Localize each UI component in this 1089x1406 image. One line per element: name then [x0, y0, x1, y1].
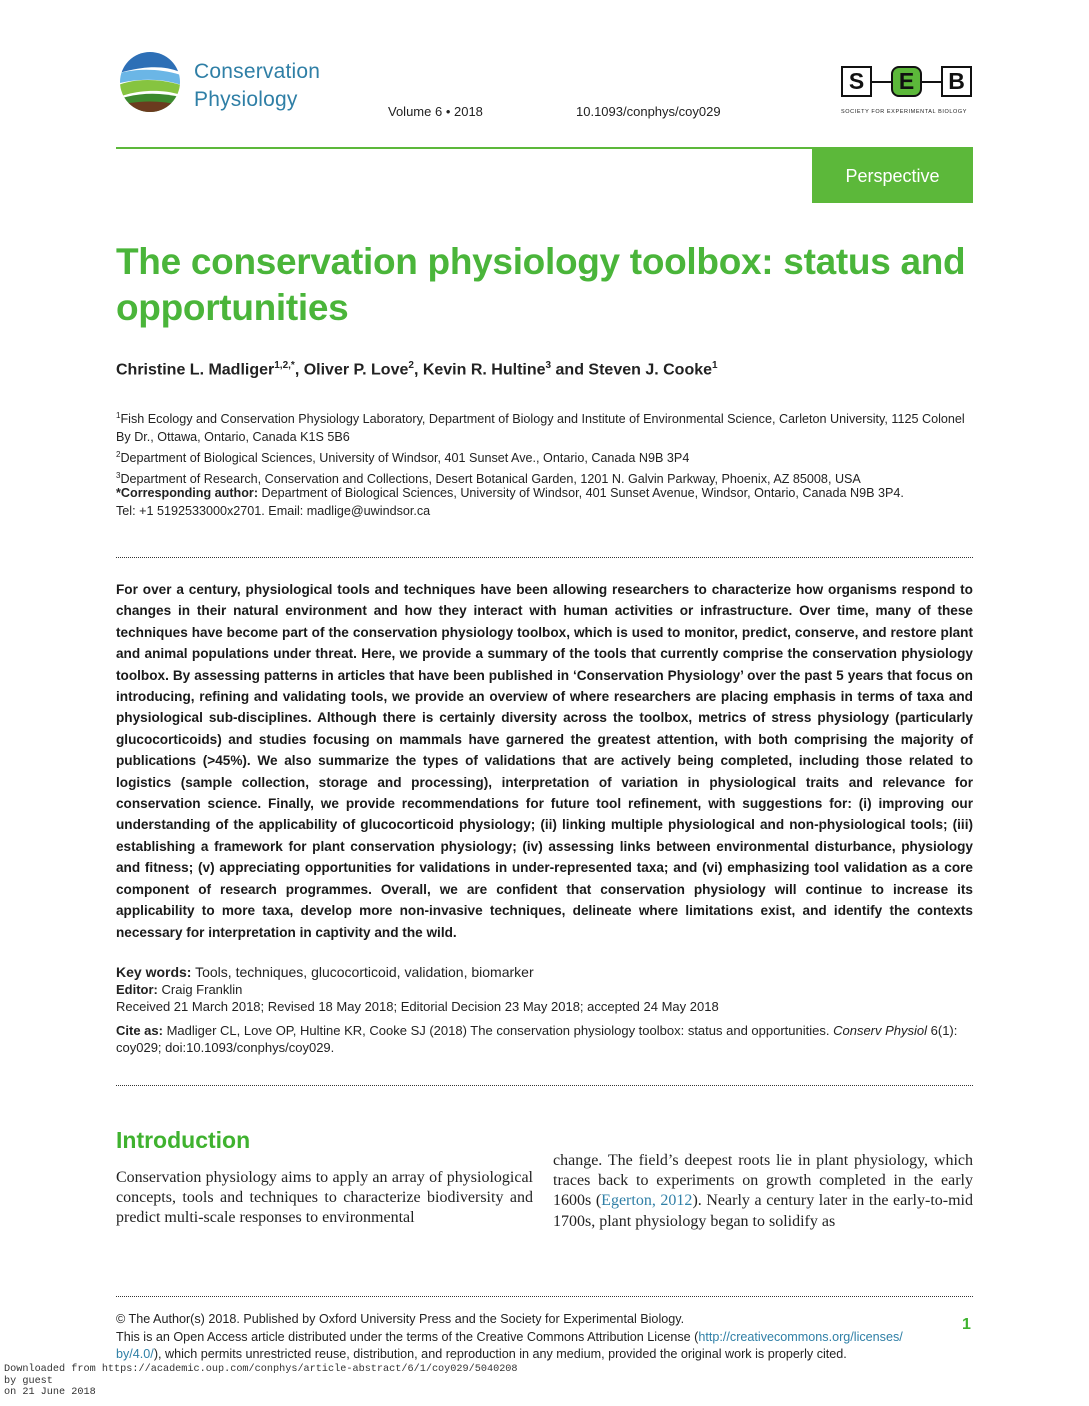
intro-column-left: Conservation physiology aims to apply an array of physiological concepts, tools and techniques to characterize biodiversity and predict multi-scale responses to environmental [116, 1169, 533, 1227]
journal-name-line1: Conservation [194, 60, 321, 83]
license-link-cont[interactable]: by/4.0/ [116, 1347, 154, 1361]
author-affil-sup: 3 [545, 360, 552, 371]
author-name: Steven J. Cooke [588, 361, 713, 379]
seb-letter-b: B [941, 66, 972, 97]
doi: 10.1093/conphys/coy029 [576, 104, 721, 119]
journal-name-line2: Physiology [194, 88, 298, 111]
journal-logo-icon [116, 52, 184, 112]
article-title-line1: The conservation physiology toolbox: status and [116, 241, 966, 282]
author-affil-sup: 1,2,* [274, 360, 295, 371]
seb-logo [841, 66, 973, 118]
section-heading-introduction: Introduction [116, 1127, 251, 1153]
seb-letter-e: E [891, 66, 922, 97]
license-link[interactable]: http://creativecommons.org/licenses/ [698, 1329, 903, 1344]
affiliation: $^3$Department of Research, Conservation and Collections, Desert Botanical Garden, 1201 N. Galvin Parkway, Phoenix, AZ 85008, USA [116, 471, 861, 487]
article-type-badge: Perspective [812, 149, 973, 203]
author-affil-sup: 1 [712, 360, 718, 371]
author-separator: , [413, 361, 423, 379]
corresponding-label: *Corresponding author: [116, 486, 259, 500]
divider-dotted [116, 557, 973, 558]
intro-column-right: change. The field’s deepest roots lie in plant physiology, which traces back to experiments on growth completed in the early 1600s (Egerton, 2012). Nearly a century later in the early-to-mid 1700s, plant physiology began to solidify as [553, 1152, 973, 1230]
editor-label: Editor: [116, 981, 158, 997]
author-name: Oliver P. Love [303, 361, 409, 379]
cite-label: Cite as: [116, 1022, 163, 1038]
author-name: Kevin R. Hultine [422, 361, 546, 379]
article-title-line2: opportunities [116, 287, 349, 328]
seb-letter-s: S [841, 66, 872, 97]
volume-info: Volume 6 • 2018 [388, 104, 483, 119]
affiliations [116, 407, 976, 489]
affiliation: $^1$Fish Ecology and Conservation Physiology Laboratory, Department of Biology and Institute of Environmental Science, Carleton University, 1125 Colonel By Dr., Ottawa, Ontario, Canada K1S 5B6 [116, 411, 965, 445]
download-stamp: Downloaded from https://academic.oup.com/conphys/article-abstract/6/1/coy029/5040208 by guest on 21 June 2018 [4, 1364, 518, 1398]
author-affil-sup: 2 [408, 360, 414, 371]
keywords: Tools, techniques, glucocorticoid, validation, biomarker [191, 964, 534, 980]
citation-link[interactable]: Egerton, 2012 [601, 1192, 693, 1210]
author-separator: and [551, 361, 589, 379]
copyright: © The Author(s) 2018. Published by Oxford University Press and the Society for Experimental Biology. [116, 1312, 685, 1326]
journal-logo [116, 52, 184, 112]
page-number: 1 [962, 1316, 971, 1333]
author-separator: , [294, 361, 304, 379]
editor: Craig Franklin [157, 981, 243, 997]
article-meta: Key words: Tools, techniques, glucocorticoid, validation, biomarker Editor: Craig Franklin Received 21 March 2018; Revised 18 May 2018; Editorial Decision 23 May 2018; accepted 24 May 2018 Cite as: Madliger CL, Love OP, Hultine KR, Cooke SJ (2018) The conservation physiology toolbox: status and opportunities. Conserv Physiol 6(1): coy029; doi:10.1093/conphys/coy029. [116, 964, 976, 1057]
affiliation: $^2$Department of Biological Sciences, University of Windsor, 401 Sunset Ave., Ontario, Canada N9B 3P4 [116, 450, 690, 466]
divider-dotted [116, 1296, 973, 1297]
author-name: Christine L. Madliger [116, 361, 275, 379]
corresponding-contact: Tel: +1 5192533000x2701. Email: madlige@uwindsor.ca [116, 504, 431, 518]
seb-caption: SOCIETY FOR EXPERIMENTAL BIOLOGY [841, 109, 968, 115]
corresponding-author: *Corresponding author: Department of Biological Sciences, University of Windsor, 401 Sunset Avenue, Windsor, Ontario, Canada N9B 3P4. Tel: +1 5192533000x2701. Email: madlige@uwindsor.ca [116, 484, 976, 520]
cite-line2: coy029; doi:10.1093/conphys/coy029. [116, 1040, 335, 1055]
license-footer: © The Author(s) 2018. Published by Oxford University Press and the Society for Experimental Biology. This is an Open Access article distributed under the terms of the Creative Commons Attribution License (http://creativecommons.org/licenses/ by/4.0/), which permits unrestricted reuse, distribution, and reproduction in any medium, provided the original work is properly cited. [116, 1311, 954, 1364]
divider-dotted [116, 1085, 973, 1086]
abstract: For over a century, physiological tools and techniques have been allowing researchers to characterize how organisms respond to changes in their natural environment and how they interact with human activities or infrastructure. Over time, many of these techniques have become part of the conservation physiology toolbox, which is used to monitor, predict, conserve, and restore plant and animal populations under threat. Here, we provide a summary of the tools that currently comprise the conservation physiology toolbox. By assessing patterns in articles that have been published in ‘Conservation Physiology’ over the past 5 years that focus on introducing, refining and validating tools, we provide an overview of where researchers are placing emphasis in terms of taxa and physiological sub-disciplines. Although there is certainly diversity across the toolbox, metrics of stress physiology (particularly glucocorticoids) and studies focusing on mammals have garnered the greatest attention, with both comprising the majority of publications (>45%). We also summarize the types of validations that are actively being completed, including those related to logistics (sample collection, storage and processing), interpretation of variation in physiological traits and relevance for conservation science. Finally, we provide recommendations for future tool refinement, with suggestions for: (i) improving our understanding of the applicability of glucocorticoid physiology; (ii) linking multiple physiological and non-physiological tools; (iii) establishing a framework for plant conservation physiology; (iv) assessing links between environmental disturbance, physiology and fitness; (v) appreciating opportunities for validations in under-represented taxa; and (vi) emphasizing tool validation as a core component of research programmes. Overall, we are confident that conservation physiology will continue to increase its applicability to more taxa, develop more non-invasive techniques, delineate where limitations exist, and identify the contexts necessary for interpretation in captivity and the wild. [116, 582, 973, 940]
author-list [116, 360, 718, 379]
history-dates: Received 21 March 2018; Revised 18 May 2018; Editorial Decision 23 May 2018; accepted 24 May 2018 [116, 999, 719, 1014]
keywords-label: Key words: [116, 964, 192, 980]
